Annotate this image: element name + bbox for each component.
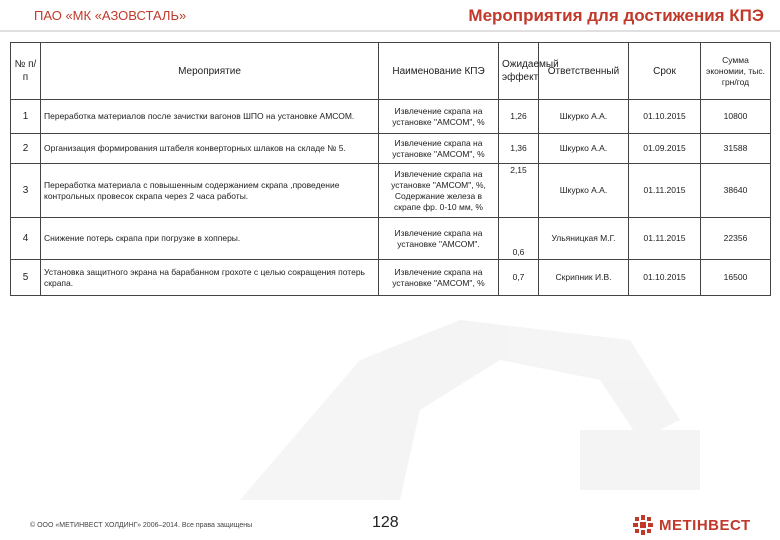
header-effect: Ожидаемый эффект xyxy=(499,43,539,100)
copyright-text: © ООО «МЕТИНВЕСТ ХОЛДИНГ» 2006–2014. Все права защищены xyxy=(30,522,253,529)
row-effect: 0,7 xyxy=(499,260,539,296)
row-savings: 16500 xyxy=(701,260,771,296)
row-kpi: Извлечение скрапа на установке "АМСОМ", % xyxy=(379,260,499,296)
header-measure: Мероприятие xyxy=(41,43,379,100)
header-responsible: Ответственный xyxy=(539,43,629,100)
table-row xyxy=(11,164,771,218)
table-header-row xyxy=(11,43,771,100)
row-num: 1 xyxy=(11,100,41,134)
row-responsible: Шкурко А.А. xyxy=(539,100,629,134)
row-kpi: Извлечение скрапа на установке "АМСОМ", % xyxy=(379,134,499,164)
row-responsible: Шкурко А.А. xyxy=(539,134,629,164)
row-num: 2 xyxy=(11,134,41,164)
row-num: 5 xyxy=(11,260,41,296)
row-measure: Снижение потерь скрапа при погрузке в хопперы. xyxy=(41,218,379,260)
excavator-watermark xyxy=(200,300,720,510)
row-num: 3 xyxy=(11,164,41,218)
row-term: 01.11.2015 xyxy=(629,164,701,218)
row-measure: Переработка материала с повышенным содержанием скрапа ,проведение контрольных провесок скрапа через 2 часа работы. xyxy=(41,164,379,218)
row-effect: 0,6 xyxy=(499,218,539,260)
table-row xyxy=(11,100,771,134)
row-kpi: Извлечение скрапа на установке "АМСОМ", %, Содержание железа в скрапе фр. 0-10 мм, % xyxy=(379,164,499,218)
table-row xyxy=(11,134,771,164)
row-term: 01.11.2015 xyxy=(629,218,701,260)
row-responsible: Шкурко А.А. xyxy=(539,164,629,218)
row-kpi: Извлечение скрапа на установке "АМСОМ". xyxy=(379,218,499,260)
metinvest-logo-icon xyxy=(632,514,654,536)
header-term: Срок xyxy=(629,43,701,100)
logo-text: МЕТІНВЕСТ xyxy=(659,516,751,534)
row-effect: 1,36 xyxy=(499,134,539,164)
row-savings: 31588 xyxy=(701,134,771,164)
row-effect: 1,26 xyxy=(499,100,539,134)
row-num: 4 xyxy=(11,218,41,260)
header-divider xyxy=(0,30,780,32)
row-term: 01.10.2015 xyxy=(629,260,701,296)
company-name: ПАО «МК «АЗОВСТАЛЬ» xyxy=(34,8,187,23)
header-savings: Сумма экономии, тыс. грн/год xyxy=(701,43,771,100)
kpi-measures-table xyxy=(10,42,771,296)
row-measure: Организация формирования штабеля конверторных шлаков на складе № 5. xyxy=(41,134,379,164)
row-savings: 10800 xyxy=(701,100,771,134)
table-row xyxy=(11,218,771,260)
table-row xyxy=(11,260,771,296)
row-term: 01.10.2015 xyxy=(629,100,701,134)
row-effect: 2,15 xyxy=(499,164,539,218)
row-measure: Переработка материалов после зачистки вагонов ШПО на установке АМСОМ. xyxy=(41,100,379,134)
metinvest-logo xyxy=(632,514,751,536)
header-kpi: Наименование КПЭ xyxy=(379,43,499,100)
row-savings: 38640 xyxy=(701,164,771,218)
row-measure: Установка защитного экрана на барабанном грохоте с целью сокращения потерь скрапа. xyxy=(41,260,379,296)
row-responsible: Скрипник И.В. xyxy=(539,260,629,296)
row-kpi: Извлечение скрапа на установке "АМСОМ", % xyxy=(379,100,499,134)
row-savings: 22356 xyxy=(701,218,771,260)
page-number: 128 xyxy=(372,514,399,531)
row-responsible: Ульяницкая М.Г. xyxy=(539,218,629,260)
page-title: Мероприятия для достижения КПЭ xyxy=(468,6,764,25)
row-term: 01.09.2015 xyxy=(629,134,701,164)
header-num: № п/п xyxy=(11,43,41,100)
